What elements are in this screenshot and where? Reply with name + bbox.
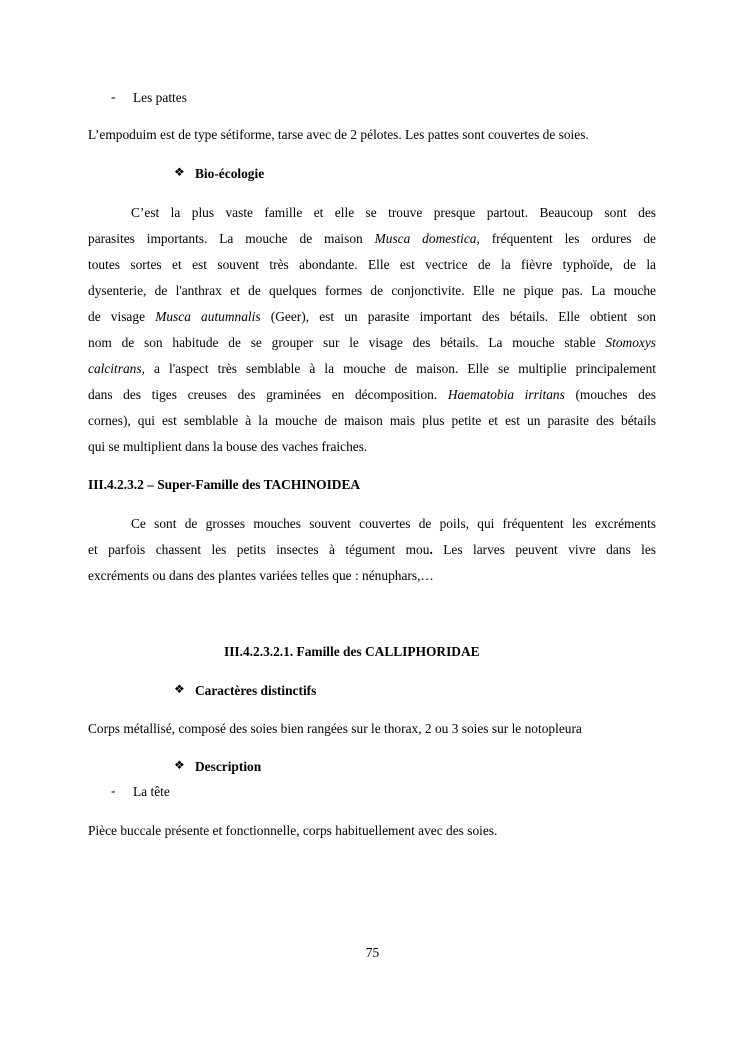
paragraph-line: excréments ou dans des plantes variées telles que : nénuphars,… — [88, 568, 434, 583]
list-dash: - — [111, 89, 116, 104]
diamond-bullet-icon: ❖ — [174, 682, 185, 696]
caracteres-heading: Caractères distinctifs — [195, 683, 317, 698]
diamond-bullet-icon: ❖ — [174, 758, 185, 772]
paragraph-line: calcitrans, a l'aspect très semblable à la mouche de maison. Elle se multiplie principalement — [88, 361, 656, 376]
paragraph-line: toutes sortes et est souvent très abondante. Elle est vectrice de la fièvre typhoïde, de la — [88, 257, 656, 272]
section-heading: III.4.2.3.2 – Super-Famille des TACHINOIDEA — [88, 477, 361, 492]
pattes-description: L’empoduim est de type sétiforme, tarse avec de 2 pélotes. Les pattes sont couvertes de soies. — [88, 127, 589, 142]
paragraph-line: qui se multiplient dans la bouse des vaches fraiches. — [88, 439, 368, 454]
page-number: 75 — [365, 945, 380, 960]
paragraph-line: C’est la plus vaste famille et elle se trouve presque partout. Beaucoup sont des — [131, 205, 656, 220]
paragraph-line: nom de son habitude de se grouper sur le visage des bétails. La mouche stable Stomoxys — [88, 335, 656, 350]
list-dash: - — [111, 783, 116, 798]
caracteres-text: Corps métallisé, composé des soies bien rangées sur le thorax, 2 ou 3 soies sur le notopleura — [88, 721, 582, 736]
paragraph-line: parasites importants. La mouche de maison Musca domestica, fréquentent les ordures de — [88, 231, 657, 246]
paragraph-line: de visage Musca autumnalis (Geer), est un parasite important des bétails. Elle obtient son — [88, 309, 656, 324]
paragraph-line: et parfois chassent les petits insectes à tégument mou. Les larves peuvent vivre dans les — [88, 542, 656, 557]
paragraph-line: Ce sont de grosses mouches souvent couvertes de poils, qui fréquentent les excréments — [131, 516, 656, 531]
bio-ecologie-heading: Bio-écologie — [195, 166, 265, 181]
diamond-bullet-icon: ❖ — [174, 165, 185, 179]
paragraph-line: dysenterie, de l'anthrax et de quelques formes de conjonctivite. Elle ne pique pas. La mouche — [88, 283, 656, 298]
paragraph-line: dans des tiges creuses des graminées en décomposition. Haematobia irritans (mouches des — [88, 387, 656, 402]
paragraph-line: cornes), qui est semblable à la mouche de maison mais plus petite et est un parasite des bétails — [88, 413, 656, 428]
list-item-tete: La tête — [133, 784, 170, 799]
tete-description: Pièce buccale présente et fonctionnelle, corps habituellement avec des soies. — [88, 823, 498, 838]
family-heading: III.4.2.3.2.1. Famille des CALLIPHORIDAE — [224, 644, 480, 659]
list-item-pattes: Les pattes — [133, 90, 187, 105]
description-heading: Description — [195, 759, 262, 774]
